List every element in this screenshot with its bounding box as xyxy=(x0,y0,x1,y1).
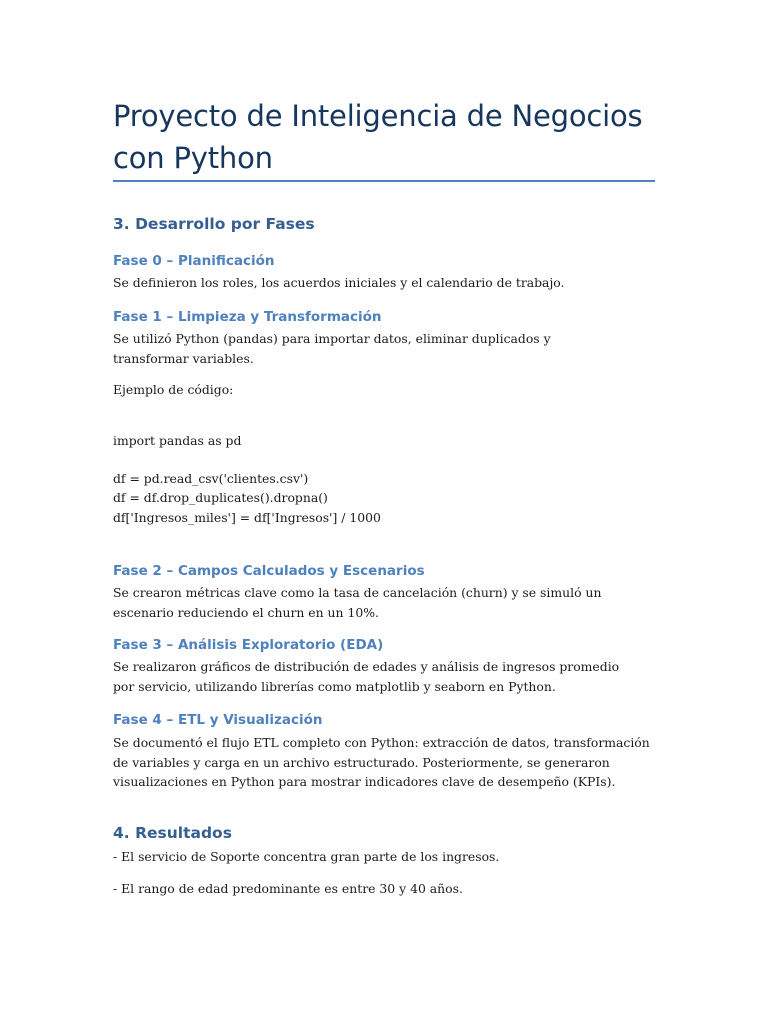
phase-heading-fase1: Fase 1 – Limpieza y Transformación xyxy=(113,309,382,325)
phase-text-fase1: Se utilizó Python (pandas) para importar datos, eliminar duplicados y transformar variables. xyxy=(113,331,551,366)
code-line: df = df.drop_duplicates().dropna() xyxy=(113,490,328,505)
phase-heading-fase0: Fase 0 – Planificación xyxy=(113,253,275,269)
phase-text-fase2: Se crearon métricas clave como la tasa de cancelación (churn) y se simuló un escenario reduciendo el churn en un 10%. xyxy=(113,585,602,620)
code-example-label: Ejemplo de código: xyxy=(113,382,234,397)
result-item: - El rango de edad predominante es entre 30 y 40 años. xyxy=(113,881,463,896)
phase-heading-fase2: Fase 2 – Campos Calculados y Escenarios xyxy=(113,563,425,579)
phase-text-fase0: Se definieron los roles, los acuerdos iniciales y el calendario de trabajo. xyxy=(113,275,565,290)
phase-heading-fase3: Fase 3 – Análisis Exploratorio (EDA) xyxy=(113,637,384,653)
result-item: - El servicio de Soporte concentra gran parte de los ingresos. xyxy=(113,849,500,864)
document-title: Proyecto de Inteligencia de Negocios con Python xyxy=(113,99,643,175)
code-line: df['Ingresos_miles'] = df['Ingresos'] / 1000 xyxy=(113,510,381,525)
code-line: df = pd.read_csv('clientes.csv') xyxy=(113,471,309,486)
phase-text-fase3: Se realizaron gráficos de distribución de edades y análisis de ingresos promedio por servicio, utilizando librerías como matplotlib y seaborn en Python. xyxy=(113,659,620,694)
section-heading-resultados: 4. Resultados xyxy=(113,824,232,842)
title-underline xyxy=(113,180,655,182)
phase-text-fase4: Se documentó el flujo ETL completo con Python: extracción de datos, transformación de variables y carga en un archivo estructurado. Posteriormente, se generaron visualizaciones en Python para mostrar indicadores clave de desempeño (KPIs). xyxy=(113,735,650,789)
phase-heading-fase4: Fase 4 – ETL y Visualización xyxy=(113,712,323,728)
section-heading-desarrollo: 3. Desarrollo por Fases xyxy=(113,215,315,233)
code-line: import pandas as pd xyxy=(113,433,242,448)
